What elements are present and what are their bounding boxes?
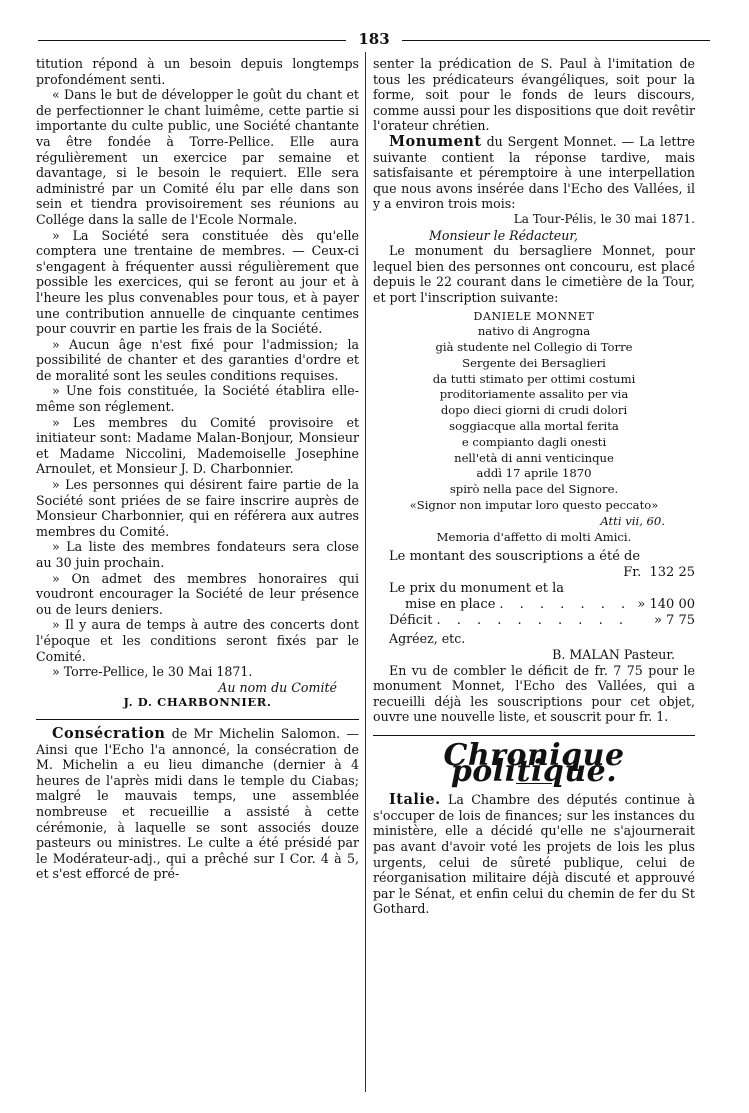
section-title: Chronique politique. bbox=[443, 738, 625, 789]
deficit-label: Déficit bbox=[389, 613, 433, 629]
inscription-line: proditoriamente assalito per via bbox=[439, 387, 629, 402]
price-row bbox=[373, 597, 695, 613]
signature-line: Au nom du Comité bbox=[218, 679, 337, 695]
right-column bbox=[373, 56, 695, 917]
dateline: » Torre-Pellice, le 30 Mai 1871. bbox=[52, 664, 253, 680]
paragraph: » Aucun âge n'est fixé pour l'admission; la possibilité de chanter et des garanties d'ordre et de moralité sont les seules conditions requises. bbox=[36, 336, 359, 383]
deficit-row bbox=[373, 613, 695, 629]
inscription-line: dopo dieci giorni di crudi dolori bbox=[440, 403, 628, 418]
section-rule bbox=[373, 735, 695, 736]
paragraph: » On admet des membres honoraires qui voudront encourager la Société de leur présence ou de leurs deniers. bbox=[36, 570, 359, 617]
inscription-line: spirò nella pace del Signore. bbox=[449, 482, 619, 497]
inscription-line: nativo di Angrogna bbox=[477, 324, 591, 339]
divider bbox=[36, 719, 359, 720]
deficit-amount: » 7 75 bbox=[653, 613, 695, 629]
paragraph: » Une fois constituée, la Société établira elle-même son réglement. bbox=[36, 383, 359, 415]
paragraph: « Dans le but de développer le goût du chant et de perfectionner le chant luimême, cette partie si importante du culte public, une Société chantante va être fondée à Torre-Pellice. Elle aura régulièrement un exercice par semaine et davantage, si le besoin le requiert. Elle sera administré par un Comité élu par elle dans son sein et tiendra provisoirement ses réunions au Collége dans la salle de l'Ecole Normale. bbox=[36, 87, 359, 227]
subscriptions-line: Le montant des souscriptions a été de bbox=[389, 549, 641, 565]
inscription-line: «Signor non imputar loro questo peccato» bbox=[409, 498, 659, 513]
leader-dots: . . . . . . . . . . bbox=[436, 613, 629, 629]
paragraph: titution répond à un besoin depuis longtemps profondément senti. bbox=[36, 56, 359, 87]
article-heading: Italie. bbox=[389, 791, 441, 809]
inscription-line: già studente nel Collegio di Torre bbox=[435, 340, 633, 355]
subscriptions-amount-row bbox=[373, 565, 695, 581]
inscription-line: e compianto dagli onesti bbox=[461, 434, 607, 449]
currency: Fr. bbox=[623, 565, 642, 581]
closing: Agréez, etc. bbox=[389, 631, 466, 647]
inscription-line: nell'età di anni venticinque bbox=[454, 450, 614, 465]
salutation: Monsieur le Rédacteur, bbox=[429, 227, 578, 243]
paragraph: senter la prédication de S. Paul à l'imitation de tous les prédicateurs évangéliques, soit pour la forme, soit pour le fonds de leurs discours, comme aussi pour les dispositions que doit revêtir l'orateur chrétien. bbox=[373, 56, 695, 134]
header-rule-left bbox=[38, 40, 346, 41]
article-italie bbox=[373, 792, 695, 917]
article-body: du Sergent Monnet. — La lettre suivante contient la réponse tardive, mais satisfaisante et péremptoire à une interpellation que nous avons insérée dans l'Echo des Vallées, il y a environ trois mois: bbox=[373, 133, 695, 212]
paragraph: » Les membres du Comité provisoire et initiateur sont: Madame Malan-Bonjour, Monsieur et Madame Niccolini, Mademoiselle Josephine Arnoulet, et Monsieur J. D. Charbonnier. bbox=[36, 414, 359, 477]
dateline: La Tour-Pélis, le 30 mai 1871. bbox=[513, 211, 695, 226]
article-monument bbox=[373, 134, 695, 212]
leader-dots: . . . . . . . bbox=[499, 597, 632, 613]
article-consecration bbox=[36, 726, 359, 882]
column-divider bbox=[365, 52, 366, 1092]
paragraph: Le monument du bersagliere Monnet, pour lequel bien des personnes ont concouru, est placé depuis le 22 courant dans le cimetière de la Tour, et port l'inscription suivante: bbox=[373, 243, 695, 305]
article-heading: Consécration bbox=[52, 724, 166, 742]
article-heading: Monument bbox=[389, 132, 482, 150]
inscription-line: Sergente dei Bersaglieri bbox=[462, 355, 606, 370]
left-column bbox=[36, 56, 359, 882]
signature: B. MALAN Pasteur. bbox=[552, 647, 675, 663]
article-body: de Mr Michelin Salomon. — Ainsi que l'Echo l'a annoncé, la consécration de M. Michelin a eu lieu dimanche (dernier à 4 heures de l'après midi dans le temple du Ciabas; malgré le mauvais temps, une assemblée nombreuse et recueillie a assisté à cette cérémonie, à laquelle se sont associés douze pasteurs ou ministres. Le culte a été présidé par le Modérateur-adj., qui a prêché sur I Cor. 4 à 5, et s'est efforcé de pré- bbox=[36, 725, 359, 882]
page-number: 183 bbox=[358, 30, 390, 48]
paragraph: En vu de combler le déficit de fr. 7 75 pour le monument Monnet, l'Echo des Vallées, qui a recueilli déjà les souscriptions pour cet objet, ouvre une nouvelle liste, et souscrit pour fr. 1. bbox=[373, 662, 695, 725]
inscription-line: Memoria d'affetto di molti Amici. bbox=[436, 529, 632, 544]
inscription-line: da tutti stimato per ottimi costumi bbox=[432, 371, 636, 386]
subscriptions-amount: 132 25 bbox=[649, 565, 695, 581]
paragraph: » La liste des membres fondateurs sera close au 30 juin prochain. bbox=[36, 539, 359, 570]
price-label: mise en place bbox=[405, 597, 496, 613]
paragraph: » Il y aura de temps à autre des concerts dont l'époque et les conditions seront fixés par le Comité. bbox=[36, 617, 359, 664]
inscription-line: DANIELE MONNET bbox=[473, 309, 595, 323]
article-body: La Chambre des députés continue à s'occuper de lois de finances; sur les instances du ministère, elle a décidé qu'elle ne s'ajournerait pas avant d'avoir voté les projets de lois les plus urgents, celui de sûreté publique, celui de réorganisation militaire déjà discuté et approuvé par le Sénat, et enfin celui du chemin de fer du St Gothard. bbox=[373, 792, 695, 917]
inscription-line: soggiacque alla mortal ferita bbox=[449, 419, 619, 434]
price-amount: » 140 00 bbox=[637, 597, 695, 613]
paragraph: » Les personnes qui désirent faire partie de la Société sont priées de se faire inscrire auprès de Monsieur Charbonnier, qui en référera aux autres membres du Comité. bbox=[36, 477, 359, 539]
inscription bbox=[373, 309, 695, 546]
signature-name: J. D. CHARBONNIER. bbox=[123, 695, 272, 710]
price-line: Le prix du monument et la bbox=[389, 581, 565, 597]
header-rule-right bbox=[402, 40, 710, 41]
page-header bbox=[38, 30, 710, 50]
inscription-line: Atti vii, 60. bbox=[600, 513, 665, 528]
inscription-line: addì 17 aprile 1870 bbox=[476, 466, 592, 481]
paragraph: » La Société sera constituée dès qu'elle comptera une trentaine de membres. — Ceux-ci s'engagent à fréquenter aussi régulièrement que possible les exercices, qui se feront au jour et à l'heure les plus convenables pour tous, et à payer une contribution annuelle de cinquante centimes pour couvrir en partie les frais de la Société. bbox=[36, 227, 359, 337]
